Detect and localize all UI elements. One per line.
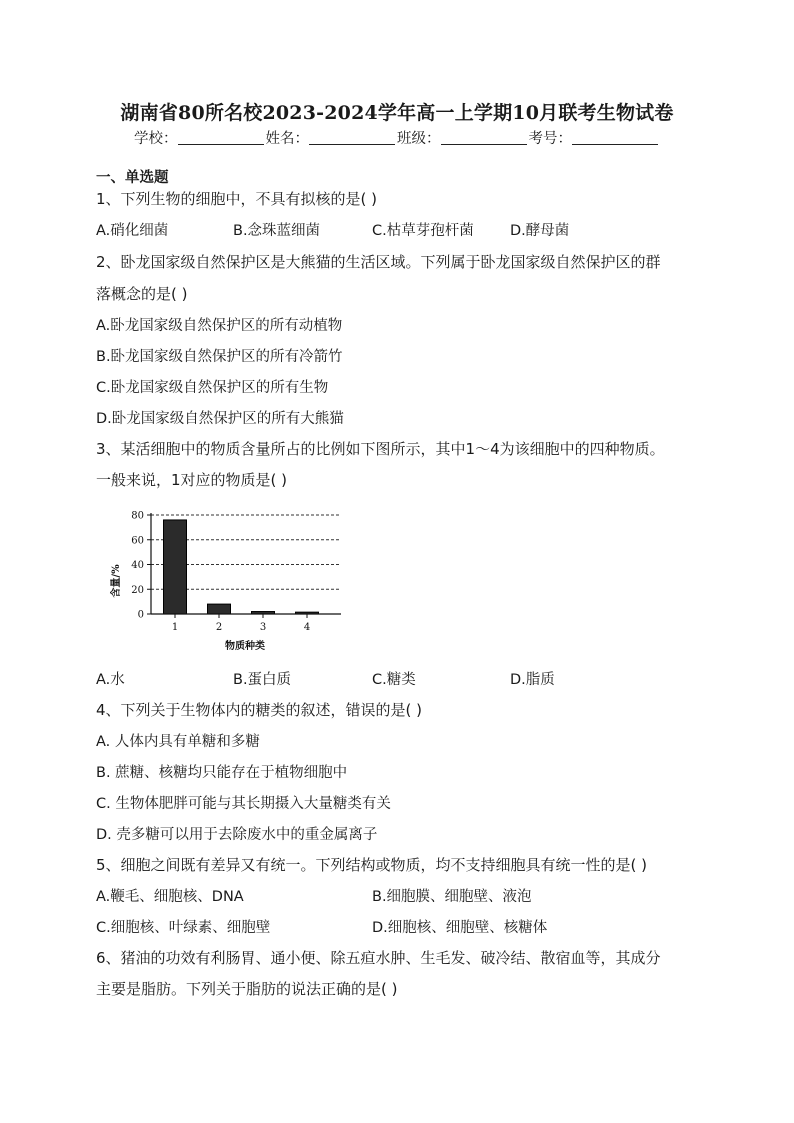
name-blank[interactable] xyxy=(309,130,395,145)
name-field[interactable] xyxy=(266,127,398,148)
section-heading: 一、单选题 xyxy=(96,170,169,186)
question-4-stem: 4、下列关于生物体内的糖类的叙述，错误的是( ) xyxy=(96,701,423,719)
question-5-option-a[interactable]: A.鞭毛、细胞核、DNA xyxy=(96,889,244,905)
question-1-stem: 1、下列生物的细胞中，不具有拟核的是( ) xyxy=(96,190,378,208)
question-1-option-d[interactable]: D.酵母菌 xyxy=(510,223,570,239)
question-5-option-c[interactable]: C.细胞核、叶绿素、细胞壁 xyxy=(96,920,271,936)
x-tick-label-2: 2 xyxy=(215,622,223,633)
exam-number-blank[interactable] xyxy=(572,130,658,145)
substance-content-bar-chart xyxy=(105,503,365,653)
school-blank[interactable] xyxy=(178,130,264,145)
question-3-option-a[interactable]: A.水 xyxy=(96,672,125,688)
bar-2 xyxy=(208,604,231,614)
school-label: 学校： xyxy=(134,131,178,147)
chart-bars xyxy=(164,520,319,614)
question-2-stem-line-1: 2、卧龙国家级自然保护区是大熊猫的生活区域。下列属于卧龙国家级自然保护区的群 xyxy=(96,253,661,271)
name-label: 姓名： xyxy=(265,131,309,147)
question-2-option-a[interactable]: A.卧龙国家级自然保护区的所有动植物 xyxy=(96,318,343,334)
question-5-stem: 5、细胞之间既有差异又有统一。下列结构或物质，均不支持细胞具有统一性的是( ) xyxy=(96,856,648,874)
question-6-stem-line-1: 6、猪油的功效有利肠胃、通小便、除五疸水肿、生毛发、破冷结、散宿血等，其成分 xyxy=(96,949,661,967)
question-4-option-c[interactable]: C. 生物体肥胖可能与其长期摄入大量糖类有关 xyxy=(96,796,391,812)
exam-number-label: 考号： xyxy=(528,131,572,147)
question-3-option-b[interactable]: B.蛋白质 xyxy=(233,672,292,688)
question-2-option-d[interactable]: D.卧龙国家级自然保护区的所有大熊猫 xyxy=(96,411,344,427)
class-field[interactable] xyxy=(397,127,529,148)
y-tick-label-80: 80 xyxy=(131,510,144,522)
question-5-option-d[interactable]: D.细胞核、细胞壁、核糖体 xyxy=(372,920,548,936)
question-4-option-b[interactable]: B. 蔗糖、核糖均只能存在于植物细胞中 xyxy=(96,765,348,781)
question-6-stem-line-2: 主要是脂肪。下列关于脂肪的说法正确的是( ) xyxy=(96,980,398,998)
school-field[interactable] xyxy=(134,127,266,148)
question-1-option-a[interactable]: A.硝化细菌 xyxy=(96,223,169,239)
question-3-option-c[interactable]: C.糖类 xyxy=(372,672,416,688)
question-1-option-c[interactable]: C.枯草芽孢杆菌 xyxy=(372,223,474,239)
question-2-option-c[interactable]: C.卧龙国家级自然保护区的所有生物 xyxy=(96,380,329,396)
x-axis-label: 物质种类 xyxy=(225,641,265,652)
x-tick-label-4: 4 xyxy=(303,622,311,633)
question-2-stem-line-2: 落概念的是( ) xyxy=(96,285,188,303)
question-4-option-a[interactable]: A. 人体内具有单糖和多糖 xyxy=(96,734,260,750)
y-tick-label-60: 60 xyxy=(131,535,144,547)
y-tick-label-40: 40 xyxy=(131,560,144,571)
question-4-option-d[interactable]: D. 壳多糖可以用于去除废水中的重金属离子 xyxy=(96,827,378,843)
chart-ticks xyxy=(131,511,310,634)
y-tick-label-0: 0 xyxy=(137,609,144,621)
question-2-option-b[interactable]: B.卧龙国家级自然保护区的所有冷箭竹 xyxy=(96,349,343,365)
student-info xyxy=(0,127,794,148)
y-tick-label-20: 20 xyxy=(131,584,144,596)
x-tick-label-3: 3 xyxy=(259,622,267,633)
question-3-option-d[interactable]: D.脂质 xyxy=(510,672,555,688)
exam-title: 湖南省80所名校2023-2024学年高一上学期10月联考生物试卷 xyxy=(120,102,674,124)
class-blank[interactable] xyxy=(441,130,527,145)
bar-1 xyxy=(164,520,187,614)
question-5-option-b[interactable]: B.细胞膜、细胞壁、液泡 xyxy=(372,889,532,905)
class-label: 班级： xyxy=(397,131,441,147)
question-3-stem-line-2: 一般来说，1对应的物质是( ) xyxy=(96,471,288,489)
y-axis-label: 含量/% xyxy=(111,564,122,598)
exam-number-field[interactable] xyxy=(529,127,661,148)
x-tick-label-1: 1 xyxy=(171,622,179,633)
question-3-stem-line-1: 3、某活细胞中的物质含量所占的比例如下图所示，其中1～4为该细胞中的四种物质。 xyxy=(96,440,665,458)
question-1-option-b[interactable]: B.念珠蓝细菌 xyxy=(233,223,321,239)
